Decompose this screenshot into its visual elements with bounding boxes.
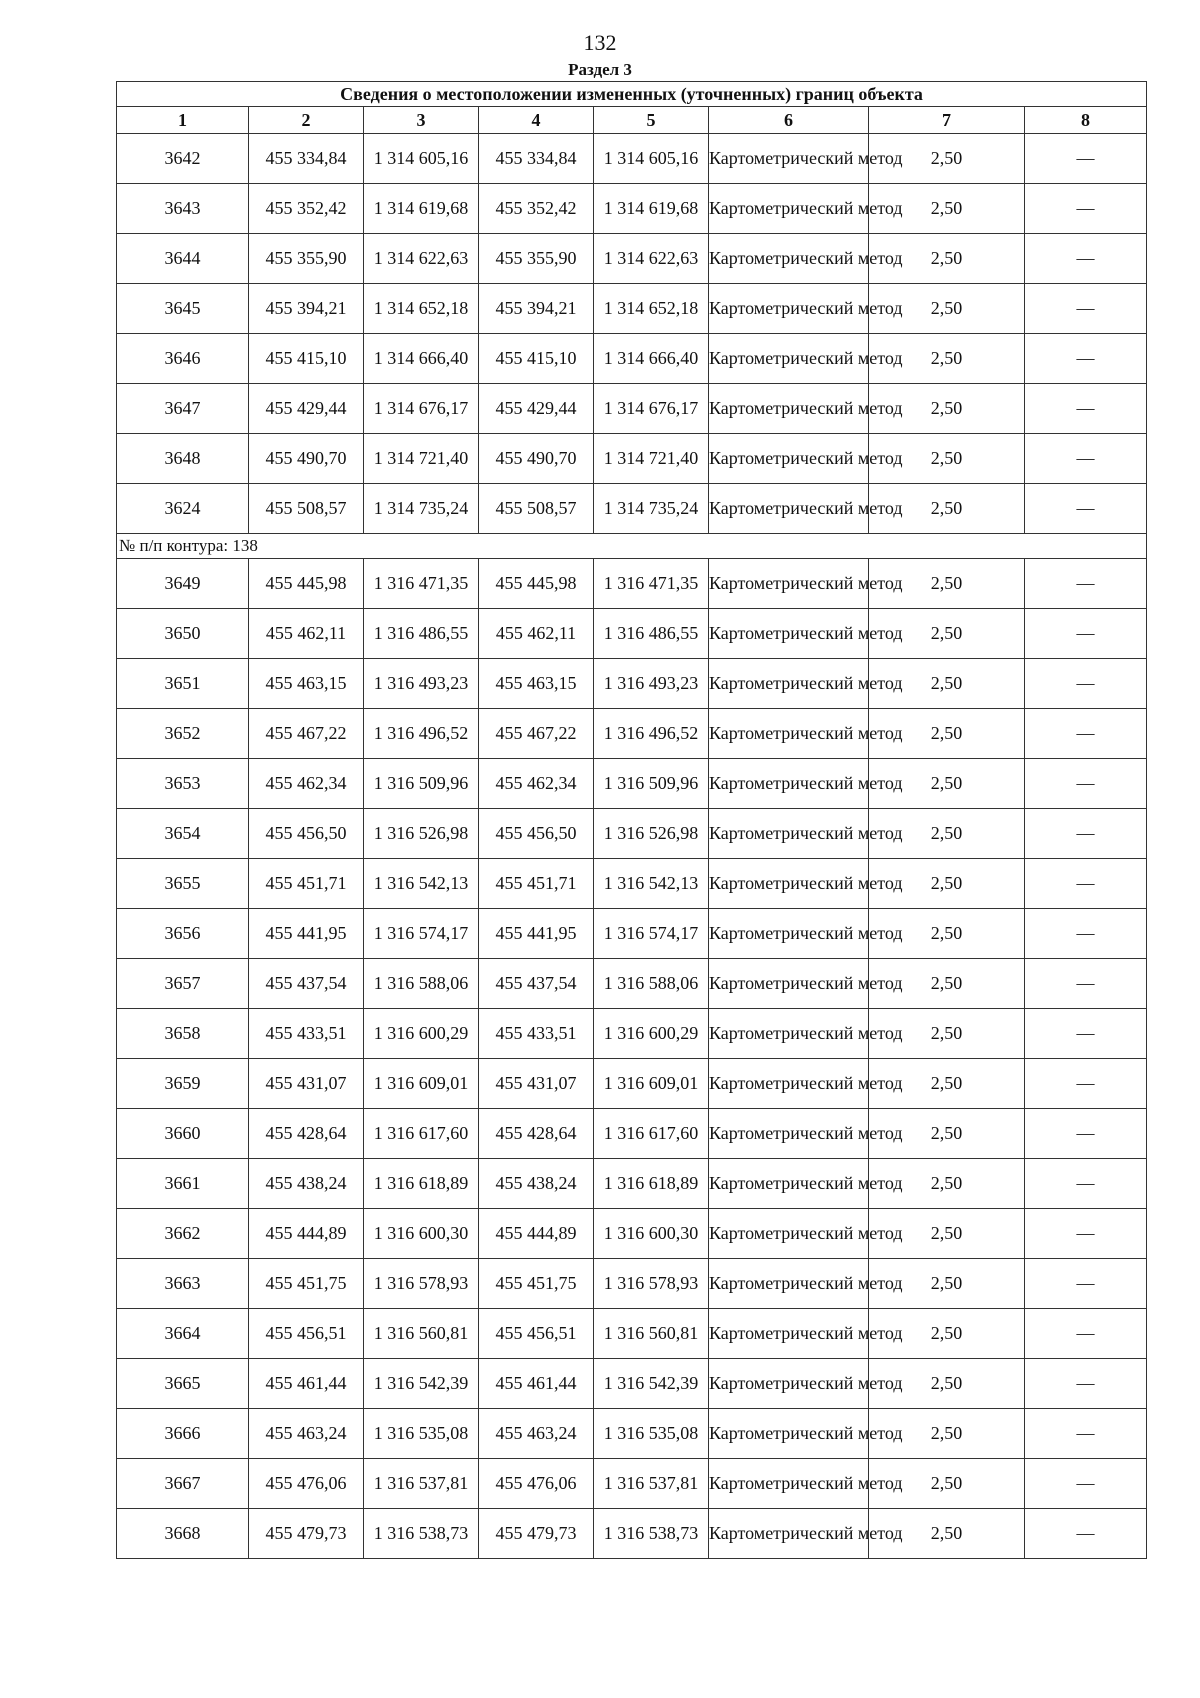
table-cell: 1 316 560,81 [364, 1309, 479, 1359]
table-cell: 455 456,51 [249, 1309, 364, 1359]
table-row [117, 184, 1147, 234]
table-cell: 1 316 486,55 [594, 609, 709, 659]
column-number: 1 [117, 107, 249, 134]
table-cell: 455 441,95 [249, 909, 364, 959]
table-cell: 3648 [117, 434, 249, 484]
table-cell: 3658 [117, 1009, 249, 1059]
column-number: 3 [364, 107, 479, 134]
table-cell: 3667 [117, 1459, 249, 1509]
table-cell: 1 316 542,13 [594, 859, 709, 909]
table-cell: Картометрический метод [709, 559, 869, 609]
table-cell: 455 394,21 [479, 284, 594, 334]
table-row [117, 709, 1147, 759]
table-cell: 2,50 [869, 859, 1025, 909]
table-cell: 455 456,50 [479, 809, 594, 859]
table-cell: — [1025, 859, 1147, 909]
table-cell: 2,50 [869, 1359, 1025, 1409]
table-cell: 1 316 496,52 [364, 709, 479, 759]
table-cell: 1 316 542,39 [594, 1359, 709, 1409]
table-cell: 1 316 617,60 [364, 1109, 479, 1159]
table-cell: 1 316 578,93 [594, 1259, 709, 1309]
table-cell: 2,50 [869, 234, 1025, 284]
table-row [117, 1359, 1147, 1409]
table-cell: 1 316 496,52 [594, 709, 709, 759]
table-cell: — [1025, 484, 1147, 534]
table-cell: 3668 [117, 1509, 249, 1559]
table-row [117, 809, 1147, 859]
table-cell: 1 314 721,40 [364, 434, 479, 484]
table-cell: — [1025, 609, 1147, 659]
table-cell: 3655 [117, 859, 249, 909]
table-cell: — [1025, 1109, 1147, 1159]
table-cell: 1 314 605,16 [594, 134, 709, 184]
table-cell: 3645 [117, 284, 249, 334]
table-cell: — [1025, 909, 1147, 959]
table-cell: 1 316 600,30 [364, 1209, 479, 1259]
table-cell: 2,50 [869, 959, 1025, 1009]
table-cell: 3644 [117, 234, 249, 284]
table-row [117, 384, 1147, 434]
table-cell: 455 352,42 [249, 184, 364, 234]
table-cell: 455 463,15 [479, 659, 594, 709]
table-cell: Картометрический метод [709, 334, 869, 384]
table-cell: 455 451,71 [249, 859, 364, 909]
table-cell: — [1025, 1059, 1147, 1109]
table-cell: Картометрический метод [709, 1059, 869, 1109]
table-cell: 455 462,11 [249, 609, 364, 659]
table-cell: 3657 [117, 959, 249, 1009]
table-cell: 455 476,06 [479, 1459, 594, 1509]
table-cell: 455 456,51 [479, 1309, 594, 1359]
table-cell: 455 461,44 [479, 1359, 594, 1409]
table-cell: Картометрический метод [709, 759, 869, 809]
table-cell: 1 314 735,24 [364, 484, 479, 534]
table-cell: 455 355,90 [479, 234, 594, 284]
table-cell: 455 334,84 [249, 134, 364, 184]
table-cell: 455 445,98 [249, 559, 364, 609]
table-cell: 455 476,06 [249, 1459, 364, 1509]
table-row [117, 284, 1147, 334]
table-cell: Картометрический метод [709, 659, 869, 709]
table-cell: Картометрический метод [709, 859, 869, 909]
table-cell: Картометрический метод [709, 1009, 869, 1059]
table-cell: 1 316 618,89 [594, 1159, 709, 1209]
table-cell: — [1025, 659, 1147, 709]
table-cell: 3646 [117, 334, 249, 384]
table-cell: Картометрический метод [709, 1409, 869, 1459]
table-cell: 455 438,24 [479, 1159, 594, 1209]
table-cell: 2,50 [869, 809, 1025, 859]
table-row [117, 759, 1147, 809]
table-cell: 2,50 [869, 1409, 1025, 1459]
table-cell: 455 479,73 [249, 1509, 364, 1559]
table-cell: Картометрический метод [709, 284, 869, 334]
table-cell: 3666 [117, 1409, 249, 1459]
table-cell: 1 316 588,06 [364, 959, 479, 1009]
table-row [117, 234, 1147, 284]
table-cell: 2,50 [869, 434, 1025, 484]
table-cell: 455 461,44 [249, 1359, 364, 1409]
coordinates-table [116, 81, 1147, 1559]
table-row [117, 1009, 1147, 1059]
table-cell: 455 433,51 [249, 1009, 364, 1059]
table-cell: 1 314 652,18 [364, 284, 479, 334]
table-cell: — [1025, 959, 1147, 1009]
table-cell: 3663 [117, 1259, 249, 1309]
table-cell: 3661 [117, 1159, 249, 1209]
table-cell: 1 316 493,23 [364, 659, 479, 709]
table-cell: 3662 [117, 1209, 249, 1259]
table-cell: 1 316 471,35 [364, 559, 479, 609]
table-row [117, 1059, 1147, 1109]
table-row [117, 1109, 1147, 1159]
table-cell: 1 314 666,40 [364, 334, 479, 384]
table-cell: 2,50 [869, 609, 1025, 659]
table-cell: — [1025, 1159, 1147, 1209]
table-cell: 1 314 652,18 [594, 284, 709, 334]
table-cell: 1 316 618,89 [364, 1159, 479, 1209]
table-cell: — [1025, 434, 1147, 484]
table-cell: 455 444,89 [249, 1209, 364, 1259]
table-cell: 3660 [117, 1109, 249, 1159]
column-number: 8 [1025, 107, 1147, 134]
table-row [117, 1259, 1147, 1309]
table-cell: 3665 [117, 1359, 249, 1409]
table-cell: Картометрический метод [709, 384, 869, 434]
table-cell: 455 462,11 [479, 609, 594, 659]
table-cell: 1 316 574,17 [594, 909, 709, 959]
table-cell: 455 451,75 [249, 1259, 364, 1309]
table-cell: — [1025, 1309, 1147, 1359]
table-cell: — [1025, 234, 1147, 284]
table-cell: 1 316 600,29 [594, 1009, 709, 1059]
table-cell: 2,50 [869, 284, 1025, 334]
table-cell: 455 445,98 [479, 559, 594, 609]
table-cell: — [1025, 1509, 1147, 1559]
table-cell: Картометрический метод [709, 1509, 869, 1559]
table-cell: 1 316 493,23 [594, 659, 709, 709]
table-row [117, 1459, 1147, 1509]
table-cell: 1 316 538,73 [594, 1509, 709, 1559]
contour-row [117, 534, 1147, 559]
table-cell: — [1025, 1459, 1147, 1509]
table-cell: 1 316 535,08 [364, 1409, 479, 1459]
table-cell: 2,50 [869, 1509, 1025, 1559]
table-cell: 455 334,84 [479, 134, 594, 184]
table-cell: 1 316 537,81 [594, 1459, 709, 1509]
table-cell: Картометрический метод [709, 1109, 869, 1159]
table-cell: — [1025, 809, 1147, 859]
table-cell: 1 316 600,29 [364, 1009, 479, 1059]
table-cell: 1 314 735,24 [594, 484, 709, 534]
table-cell: 455 355,90 [249, 234, 364, 284]
table-row [117, 1509, 1147, 1559]
table-row [117, 134, 1147, 184]
table-cell: Картометрический метод [709, 609, 869, 659]
table-cell: 1 316 617,60 [594, 1109, 709, 1159]
table-cell: — [1025, 134, 1147, 184]
table-cell: — [1025, 284, 1147, 334]
table-cell: 3652 [117, 709, 249, 759]
table-cell: 455 451,71 [479, 859, 594, 909]
table-cell: 455 462,34 [249, 759, 364, 809]
table-cell: 1 316 526,98 [364, 809, 479, 859]
table-cell: Картометрический метод [709, 909, 869, 959]
table-cell: 455 456,50 [249, 809, 364, 859]
table-cell: 1 316 609,01 [594, 1059, 709, 1109]
table-cell: 1 314 605,16 [364, 134, 479, 184]
table-cell: 1 316 486,55 [364, 609, 479, 659]
table-cell: 1 316 588,06 [594, 959, 709, 1009]
table-cell: 455 479,73 [479, 1509, 594, 1559]
table-cell: 455 451,75 [479, 1259, 594, 1309]
table-cell: — [1025, 559, 1147, 609]
table-cell: Картометрический метод [709, 234, 869, 284]
table-cell: 2,50 [869, 1059, 1025, 1109]
table-row [117, 484, 1147, 534]
table-cell: 1 316 535,08 [594, 1409, 709, 1459]
table-cell: 455 508,57 [249, 484, 364, 534]
table-cell: 3647 [117, 384, 249, 434]
table-cell: Картометрический метод [709, 1309, 869, 1359]
table-cell: 2,50 [869, 659, 1025, 709]
table-cell: 455 428,64 [479, 1109, 594, 1159]
table-cell: 1 314 666,40 [594, 334, 709, 384]
table-cell: 455 428,64 [249, 1109, 364, 1159]
table-cell: 2,50 [869, 1159, 1025, 1209]
table-cell: 2,50 [869, 384, 1025, 434]
table-cell: Картометрический метод [709, 134, 869, 184]
table-cell: 2,50 [869, 909, 1025, 959]
table-cell: 455 437,54 [479, 959, 594, 1009]
table-cell: — [1025, 1359, 1147, 1409]
column-number: 5 [594, 107, 709, 134]
table-cell: 455 438,24 [249, 1159, 364, 1209]
table-row [117, 1409, 1147, 1459]
table-cell: — [1025, 1209, 1147, 1259]
table-cell: 1 316 537,81 [364, 1459, 479, 1509]
table-cell: — [1025, 334, 1147, 384]
table-cell: 455 462,34 [479, 759, 594, 809]
table-cell: 1 316 574,17 [364, 909, 479, 959]
table-cell: 1 314 619,68 [594, 184, 709, 234]
table-cell: Картометрический метод [709, 1459, 869, 1509]
table-cell: 1 316 471,35 [594, 559, 709, 609]
table-cell: — [1025, 1009, 1147, 1059]
table-cell: 2,50 [869, 334, 1025, 384]
table-cell: 455 415,10 [249, 334, 364, 384]
table-cell: 3656 [117, 909, 249, 959]
table-cell: 2,50 [869, 484, 1025, 534]
table-cell: 1 314 619,68 [364, 184, 479, 234]
table-cell: 3624 [117, 484, 249, 534]
table-row [117, 909, 1147, 959]
table-cell: 3650 [117, 609, 249, 659]
column-number: 4 [479, 107, 594, 134]
section-title: Раздел 3 [568, 60, 632, 79]
table-cell: 1 316 560,81 [594, 1309, 709, 1359]
table-cell: 1 316 526,98 [594, 809, 709, 859]
table-cell: Картометрический метод [709, 809, 869, 859]
table-cell: — [1025, 1409, 1147, 1459]
table-cell: 3659 [117, 1059, 249, 1109]
table-cell: 455 437,54 [249, 959, 364, 1009]
table-cell: 2,50 [869, 1109, 1025, 1159]
table-caption: Сведения о местоположении измененных (уточненных) границ объекта [117, 82, 1147, 107]
table-cell: 2,50 [869, 759, 1025, 809]
table-cell: 455 394,21 [249, 284, 364, 334]
table-cell: 2,50 [869, 1009, 1025, 1059]
column-number: 2 [249, 107, 364, 134]
table-cell: 1 316 509,96 [594, 759, 709, 809]
table-cell: 455 429,44 [249, 384, 364, 434]
table-cell: 455 467,22 [249, 709, 364, 759]
table-cell: 3649 [117, 559, 249, 609]
table-cell: 455 429,44 [479, 384, 594, 434]
table-cell: 455 463,24 [479, 1409, 594, 1459]
table-cell: 3654 [117, 809, 249, 859]
contour-label: № п/п контура: 138 [117, 534, 1147, 559]
table-cell: 3653 [117, 759, 249, 809]
table-row [117, 559, 1147, 609]
table-cell: 2,50 [869, 559, 1025, 609]
table-cell: 455 352,42 [479, 184, 594, 234]
table-cell: — [1025, 759, 1147, 809]
table-cell: Картометрический метод [709, 1209, 869, 1259]
table-cell: 3643 [117, 184, 249, 234]
table-cell: — [1025, 709, 1147, 759]
table-row [117, 434, 1147, 484]
table-cell: 1 316 538,73 [364, 1509, 479, 1559]
table-cell: 1 316 542,39 [364, 1359, 479, 1409]
column-number: 7 [869, 107, 1025, 134]
table-row [117, 959, 1147, 1009]
table-cell: 2,50 [869, 709, 1025, 759]
table-row [117, 859, 1147, 909]
table-cell: 1 316 542,13 [364, 859, 479, 909]
table-cell: 2,50 [869, 134, 1025, 184]
table-cell: 2,50 [869, 1309, 1025, 1359]
table-cell: Картометрический метод [709, 434, 869, 484]
table-cell: Картометрический метод [709, 959, 869, 1009]
table-cell: 455 415,10 [479, 334, 594, 384]
table-cell: 2,50 [869, 1209, 1025, 1259]
table-cell: 455 490,70 [249, 434, 364, 484]
table-cell: 1 316 600,30 [594, 1209, 709, 1259]
table-cell: Картометрический метод [709, 1359, 869, 1409]
table-cell: 455 463,24 [249, 1409, 364, 1459]
table-cell: — [1025, 1259, 1147, 1309]
table-body [117, 134, 1147, 1559]
table-cell: 1 314 676,17 [594, 384, 709, 434]
table-cell: 2,50 [869, 1259, 1025, 1309]
table-cell: 3664 [117, 1309, 249, 1359]
table-row [117, 1309, 1147, 1359]
table-cell: 3651 [117, 659, 249, 709]
table-cell: Картометрический метод [709, 709, 869, 759]
table-cell: 1 314 622,63 [594, 234, 709, 284]
table-cell: Картометрический метод [709, 1159, 869, 1209]
table-cell: 455 463,15 [249, 659, 364, 709]
table-row [117, 1159, 1147, 1209]
table-cell: 1 314 676,17 [364, 384, 479, 434]
table-cell: 2,50 [869, 1459, 1025, 1509]
table-cell: 1 316 609,01 [364, 1059, 479, 1109]
table-cell: 455 441,95 [479, 909, 594, 959]
table-cell: 455 431,07 [479, 1059, 594, 1109]
table-cell: 455 508,57 [479, 484, 594, 534]
table-cell: — [1025, 184, 1147, 234]
table-cell: 455 490,70 [479, 434, 594, 484]
table-cell: 455 444,89 [479, 1209, 594, 1259]
table-row [117, 334, 1147, 384]
page-number: 132 [583, 30, 617, 55]
column-number-row [117, 107, 1147, 134]
table-cell: 1 316 509,96 [364, 759, 479, 809]
table-cell: Картометрический метод [709, 484, 869, 534]
table-cell: 455 431,07 [249, 1059, 364, 1109]
table-cell: Картометрический метод [709, 1259, 869, 1309]
table-row [117, 1209, 1147, 1259]
table-cell: — [1025, 384, 1147, 434]
table-row [117, 659, 1147, 709]
table-cell: 2,50 [869, 184, 1025, 234]
table-cell: 1 314 721,40 [594, 434, 709, 484]
table-cell: 1 316 578,93 [364, 1259, 479, 1309]
column-number: 6 [709, 107, 869, 134]
table-cell: 455 467,22 [479, 709, 594, 759]
table-cell: 3642 [117, 134, 249, 184]
table-row [117, 609, 1147, 659]
table-cell: 1 314 622,63 [364, 234, 479, 284]
table-cell: 455 433,51 [479, 1009, 594, 1059]
table-cell: Картометрический метод [709, 184, 869, 234]
